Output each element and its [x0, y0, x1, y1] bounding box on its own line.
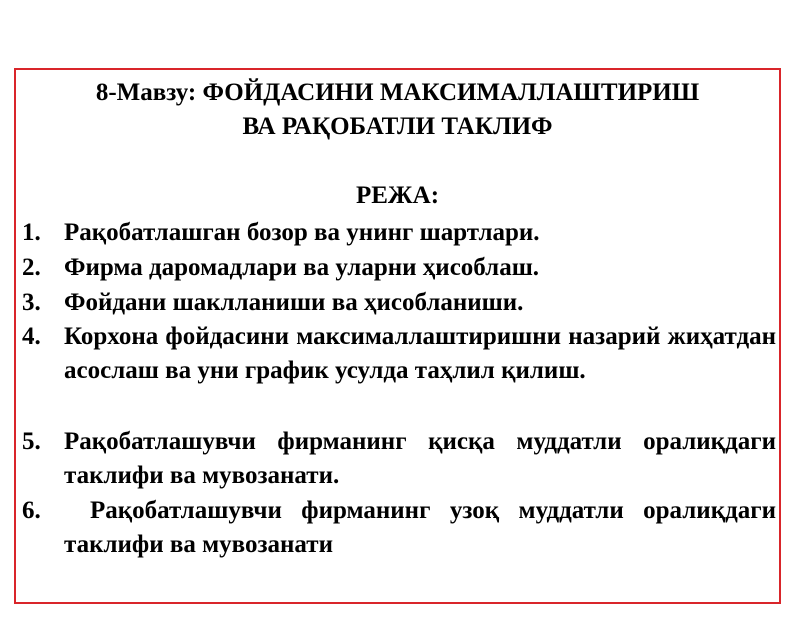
plan-item-number: 6. — [22, 497, 41, 524]
plan-item-number: 3. — [22, 289, 41, 316]
plan-item-number: 1. — [22, 219, 41, 246]
slide-title-line2: ВА РАҚОБАТЛИ ТАКЛИФ — [242, 113, 553, 140]
plan-item-3 — [22, 286, 776, 320]
plan-item-text: Фирма даромадлари ва уларни ҳисоблаш. — [64, 254, 540, 281]
plan-item-text: Рақобатлашувчи фирманинг қисқа муддатли оралиқдаги таклифи ва мувозанати. — [64, 428, 776, 489]
plan-item-number: 4. — [22, 323, 41, 350]
plan-item-2 — [22, 251, 776, 285]
slide-title-line1: 8-Мавзу: ФОЙДАСИНИ МАКСИМАЛЛАШТИРИШ — [95, 79, 700, 106]
plan-item-text: Корхона фойдасини максималлаштиришни назарий жиҳатдан асослаш ва уни график усулда таҳлил қилиш. — [64, 323, 776, 384]
plan-item-6 — [22, 494, 776, 562]
plan-item-4 — [22, 320, 776, 388]
plan-item-text: Фойдани шаклланиши ва ҳисобланиши. — [64, 289, 524, 316]
plan-item-text: Рақобатлашган бозор ва унинг шартлари. — [64, 219, 540, 246]
plan-item-number: 5. — [22, 428, 41, 455]
plan-item-5 — [22, 425, 776, 493]
plan-item-text: Рақобатлашувчи фирманинг узоқ муддатли оралиқдаги таклифи ва мувозанати — [64, 497, 776, 558]
plan-item-1 — [22, 216, 776, 250]
plan-heading: РЕЖА: — [355, 182, 440, 209]
plan-item-number: 2. — [22, 254, 41, 281]
